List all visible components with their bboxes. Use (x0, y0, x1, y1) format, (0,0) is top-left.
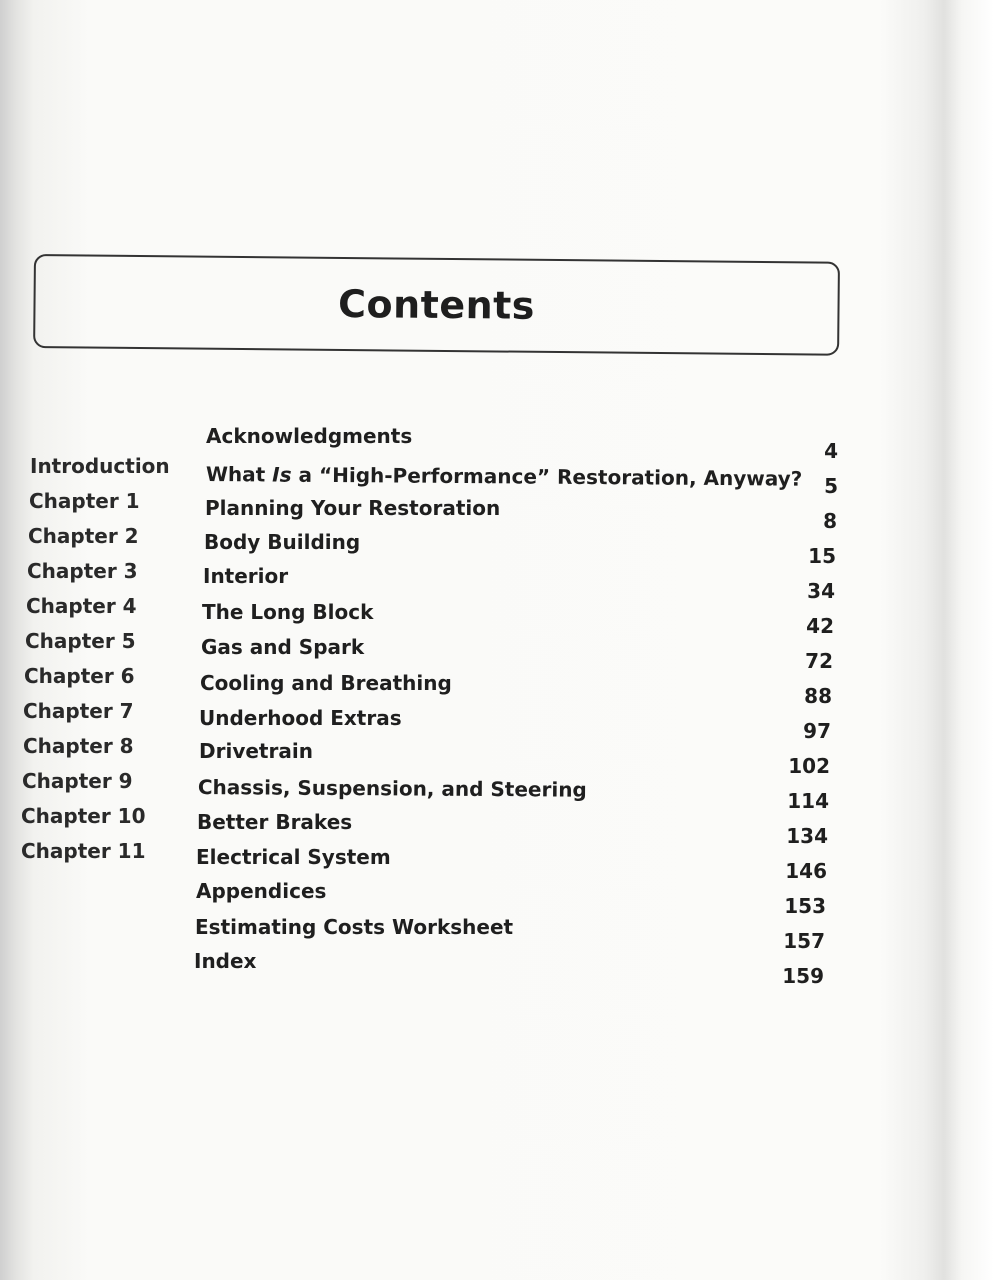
toc-entry-title: Appendices (196, 879, 327, 903)
toc-entry-title: Planning Your Restoration (205, 496, 501, 520)
toc-entry-page: 146 (785, 859, 827, 883)
toc-entry-title: Underhood Extras (199, 706, 402, 730)
toc-entry-page: 72 (805, 649, 833, 673)
toc-entry-page: 114 (787, 789, 829, 813)
toc-entry-title: Cooling and Breathing (200, 671, 452, 695)
toc-entry-title-prefix: What (205, 462, 273, 487)
page-title: Contents (337, 281, 536, 328)
toc-entry-page: 5 (824, 474, 838, 498)
toc-entry-label: Chapter 11 (21, 839, 146, 863)
toc-entry-label: Chapter 6 (24, 664, 135, 688)
toc-entry-title (206, 462, 803, 491)
toc-entry-title: Index (194, 949, 257, 973)
toc-entry-title: Body Building (204, 530, 361, 554)
toc-entry-label: Chapter 5 (25, 629, 136, 653)
toc-entry-title: Better Brakes (197, 810, 353, 834)
toc-entry-page: 97 (803, 719, 831, 743)
toc-entry-page: 34 (807, 579, 835, 603)
toc-entry-page: 8 (823, 509, 837, 533)
toc-entry-label: Chapter 10 (21, 804, 146, 828)
toc-entry-label: Chapter 3 (27, 559, 138, 583)
toc-entry-page: 88 (804, 684, 832, 708)
toc-entry-page: 157 (783, 929, 825, 953)
toc-entry-label: Chapter 8 (23, 734, 134, 758)
toc-entry-label: Chapter 7 (23, 699, 134, 723)
toc-entry-label: Chapter 2 (28, 524, 139, 548)
toc-entry-page: 159 (782, 964, 824, 988)
toc-entry-title: Estimating Costs Worksheet (195, 915, 514, 939)
toc-entry-title: Drivetrain (199, 739, 313, 763)
toc-entry-title: The Long Block (202, 600, 374, 624)
toc-entry-page: 134 (786, 824, 828, 848)
toc-entry-page: 42 (806, 614, 834, 638)
toc-entry-title: Acknowledgments (206, 424, 413, 448)
toc-entry-page: 4 (824, 439, 838, 463)
toc-entry-page: 102 (788, 754, 830, 778)
toc-entry-label: Introduction (30, 454, 170, 478)
toc-entry-label: Chapter 4 (26, 594, 137, 618)
toc-entry-label: Chapter 1 (29, 489, 140, 513)
toc-entry-page: 153 (784, 894, 826, 918)
toc-entry-title: Electrical System (196, 845, 391, 869)
toc-entry-title-suffix: a “High-Performance” Restoration, Anyway? (291, 462, 803, 491)
toc-entry-title: Interior (203, 564, 289, 588)
toc-entry-title: Gas and Spark (201, 635, 365, 659)
toc-entry-page: 15 (808, 544, 836, 568)
toc-entry-label: Chapter 9 (22, 769, 133, 793)
toc-entry-title: Chassis, Suspension, and Steering (197, 775, 587, 802)
toc-entry-title-italic: Is (272, 462, 292, 487)
